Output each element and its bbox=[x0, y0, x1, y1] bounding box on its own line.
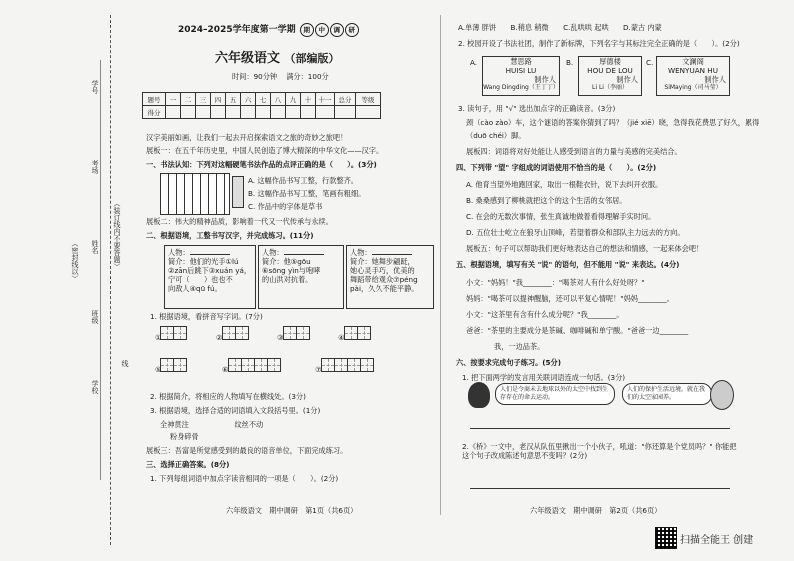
board-4: 展板四：词语将对好处能让人感受到语言的力量与美感的完美结合。 bbox=[466, 147, 682, 156]
year-title: 2024–2025学年度第一学期 期 中 调 研 bbox=[178, 23, 359, 37]
score-table bbox=[142, 92, 381, 119]
footer-page-2: 六年级语文 期中调研 第2页（共6页） bbox=[530, 506, 662, 515]
q3-sub-3: 3. 读句子，用 "√" 选出加点字的正确读音。(3分) bbox=[458, 104, 616, 113]
q4-option-c[interactable]: C. 在会的无数次事情，张生真诚地做着看得理解手实时问。 bbox=[466, 212, 656, 221]
sign-card-a bbox=[482, 56, 560, 96]
stamp-char: 调 bbox=[330, 23, 344, 37]
sidebar-label-room: 考场 bbox=[91, 160, 99, 174]
page-title: 六年级语文 （部编版） bbox=[215, 51, 340, 66]
write-cell[interactable] bbox=[321, 358, 335, 372]
sign-name: Wang Dingding（王丁丁） bbox=[483, 84, 559, 91]
score-header-cell: 四 bbox=[211, 93, 226, 106]
sidebar-notice: （装订线内不要答题） bbox=[113, 200, 121, 270]
q6-sub-1: 1. 把下面两学的发言用关联词语连成一句话。(3分) bbox=[462, 373, 626, 382]
score-cell[interactable] bbox=[335, 106, 356, 119]
boy-avatar bbox=[710, 380, 734, 410]
q2-title: 二、根据语境，工整书写汉字，并完成练习。(11分) bbox=[146, 231, 314, 240]
sign-maker: 制作人 bbox=[534, 75, 556, 84]
write-cell[interactable] bbox=[344, 326, 358, 340]
exam-time: 时间：90分钟 满分：100分 bbox=[232, 72, 329, 81]
q1-option-b[interactable]: B. 这幅作品书写工整，笔画有粗细。 bbox=[248, 189, 366, 198]
person-1-text: 简介：他们的光手①lú bbox=[168, 257, 239, 266]
speech-bubble-1: 人们是令商未去地球以外的太空中找到生存存在的命去运动。 bbox=[495, 383, 615, 405]
speaker: 爸爸： bbox=[466, 326, 488, 335]
sidebar-notice-3: （密封线以） bbox=[71, 240, 79, 282]
write-cell[interactable] bbox=[222, 326, 236, 340]
sidebar-label-school: 学校 bbox=[91, 380, 99, 394]
sidebar-notice-2: 线 bbox=[121, 360, 129, 367]
person-1-text: 宁可（ ）也也不 bbox=[168, 275, 233, 284]
write-cell[interactable] bbox=[228, 358, 242, 372]
board-1: 展板一：在五千年历史里，中国人民创造了博大精深的中华文化——汉字。 bbox=[146, 146, 384, 155]
q3-sub-2: 2. 校园开设了书法社团，制作了新标牌，下列名字与其标注完全正确的是（ ）。(2分) bbox=[458, 39, 740, 48]
score-header-cell: 十 bbox=[301, 93, 316, 106]
person-3-text: 舞蹈带给观众⑦péng bbox=[350, 275, 418, 284]
sub-question-1: 1. 根据语境，看拼音写字词。(7分) bbox=[150, 312, 263, 321]
sign-pinyin: WENYUAN HU bbox=[668, 66, 718, 75]
person-3-text: 她心灵手巧，优美的 bbox=[350, 266, 415, 275]
q1-option-c[interactable]: C. 作品中的字体是草书 bbox=[248, 202, 323, 211]
person-2-text: ⑥sōng yìn与咆哮 bbox=[262, 266, 321, 275]
score-cell[interactable] bbox=[256, 106, 271, 119]
score-cell[interactable] bbox=[271, 106, 286, 119]
write-cell[interactable] bbox=[173, 326, 187, 340]
sign-name: SiMaying（司马莹） bbox=[664, 84, 722, 91]
write-cell[interactable] bbox=[334, 358, 348, 372]
sign-pinyin: HUISI LU bbox=[505, 66, 537, 75]
write-cell[interactable] bbox=[160, 358, 174, 372]
score-header-cell: 六 bbox=[241, 93, 256, 106]
stamp-char: 期 bbox=[300, 23, 314, 37]
board-2: 展板二：伟大的精神品质，影响着一代又一代传承与永续。 bbox=[146, 217, 333, 226]
speaker: 小文： bbox=[466, 310, 488, 319]
score-table-header-row bbox=[143, 93, 381, 106]
score-header-cell: 题号 bbox=[143, 93, 166, 106]
scan-watermark: 扫描全能王 创建 bbox=[680, 535, 754, 546]
score-header-cell: 十一 bbox=[316, 93, 335, 106]
sign-cn: 文澜阁 bbox=[682, 57, 704, 66]
board-5: 展板五：句子可以帮助我们更好地表达自己的想法和情感，一起来体会吧！ bbox=[466, 244, 704, 253]
q5-line-1[interactable] bbox=[466, 278, 645, 287]
sign-card-c bbox=[656, 56, 730, 96]
write-cell[interactable] bbox=[296, 326, 310, 340]
binding-line bbox=[110, 15, 111, 545]
person-1-text: ②zān后跳下③xuán yá， bbox=[168, 266, 252, 275]
sign-cn: 慧思路 bbox=[510, 57, 532, 66]
person-card-3 bbox=[346, 245, 434, 309]
q5-title: 五、根据语境，填写有关 "说" 的语句，但不能用 "说" 来表达。(4分) bbox=[456, 260, 680, 269]
sub-question-3: 3. 根据语境，选择合适的词语填入文段括号里。(1分) bbox=[150, 406, 321, 415]
score-header-cell: 九 bbox=[286, 93, 301, 106]
write-cell[interactable] bbox=[347, 358, 361, 372]
write-cell[interactable] bbox=[254, 358, 268, 372]
write-cell[interactable] bbox=[357, 326, 371, 340]
q6-title: 六、按要求完成句子练习。(5分) bbox=[456, 358, 562, 367]
answer-line-2[interactable] bbox=[470, 488, 730, 489]
q3-sub-3-sentence-2[interactable]: （duō chéi）脚。 bbox=[466, 131, 526, 140]
grid-mark: ⑥ bbox=[222, 365, 229, 374]
q3-sub-3-sentence[interactable]: 颈（cào zào）车，这个谜语的答案你猜到了吗？（jié xiē）晓，急得我花费思了好久，累得 bbox=[466, 118, 760, 127]
speaker: 妈妈： bbox=[466, 294, 488, 303]
answer-line-1[interactable] bbox=[470, 428, 730, 429]
write-cell[interactable] bbox=[283, 326, 297, 340]
q6-sub-2: 2.《桥》一文中，老汉从队伍里揪出一个小伙子，吼道："你还算是个党员吗？" 你能把这个句子改成陈述句意思不变吗？(2分) bbox=[462, 442, 737, 460]
score-cell[interactable] bbox=[226, 106, 241, 119]
person-3-label: 人物： bbox=[350, 248, 372, 257]
sidebar-write-lines[interactable] bbox=[100, 60, 101, 480]
intro-text: 汉字美丽如画，让我们一起去开启探索语文之旅的奇妙之旅吧！ bbox=[146, 133, 348, 142]
score-header-cell: 一 bbox=[166, 93, 181, 106]
write-cell[interactable] bbox=[235, 326, 249, 340]
sidebar-label-name: 姓名 bbox=[91, 240, 99, 254]
write-cell[interactable] bbox=[241, 358, 255, 372]
person-2-label: 人物： bbox=[262, 248, 284, 257]
q5-line-4[interactable] bbox=[466, 326, 688, 335]
grid-mark: ① bbox=[155, 333, 162, 342]
score-cell[interactable] bbox=[241, 106, 256, 119]
score-cell[interactable] bbox=[181, 106, 196, 119]
footer-page-1: 六年级语文 期中调研 第1页（共6页） bbox=[226, 506, 358, 515]
score-row-label: 得分 bbox=[143, 106, 166, 119]
dialog-text: "这茶里有含有什么成分呢？"我________。 bbox=[487, 310, 624, 319]
speaker: 小文： bbox=[466, 278, 488, 287]
q3-sub-1: 1. 下列每组词语中加点字读音相同的一项是（ ）。(2分) bbox=[150, 474, 339, 483]
score-cell[interactable] bbox=[316, 106, 335, 119]
score-cell[interactable] bbox=[166, 106, 181, 119]
sign-letter-c[interactable]: C. bbox=[646, 58, 654, 67]
stamp-char: 中 bbox=[315, 23, 329, 37]
q1-option-a[interactable]: A. 这幅作品书写工整，行款整齐。 bbox=[248, 176, 358, 185]
person-2-text: 简介：他⑤gōu bbox=[262, 257, 311, 266]
q5-line-2[interactable] bbox=[466, 294, 674, 303]
sub-question-2: 2. 根据简介，将相应的人物填写在横线处。(3分) bbox=[150, 392, 306, 401]
word-option-2[interactable]: 粉身碎骨 bbox=[170, 432, 199, 441]
sign-letter-b[interactable]: B. bbox=[566, 58, 574, 67]
sign-pinyin: HOU DE LOU bbox=[587, 66, 633, 75]
q5-line-3[interactable] bbox=[466, 310, 624, 319]
score-cell[interactable] bbox=[211, 106, 226, 119]
person-3-text: pài，久久不能平静。 bbox=[350, 284, 419, 293]
score-cell[interactable] bbox=[356, 106, 381, 119]
sign-cn: 厚德楼 bbox=[599, 57, 621, 66]
q4-title: 四、下列带 "望" 字组成的词语使用不恰当的是（ ）。(2分) bbox=[456, 163, 657, 172]
grid-mark: ② bbox=[216, 333, 223, 342]
word-option[interactable]: 纹丝不动 bbox=[234, 420, 264, 429]
person-1-text: 向敌人④qū fú。 bbox=[168, 284, 222, 293]
person-card-2 bbox=[258, 245, 344, 309]
score-header-cell: 二 bbox=[181, 93, 196, 106]
sign-letter-a[interactable]: A. bbox=[470, 58, 478, 67]
sidebar-label-class: 班级 bbox=[91, 310, 99, 324]
grid-mark: ③ bbox=[277, 333, 284, 342]
score-cell[interactable] bbox=[196, 106, 211, 119]
person-1-label: 人物： bbox=[168, 248, 190, 257]
word-options bbox=[160, 420, 263, 429]
grid-mark: ⑦ bbox=[315, 365, 322, 374]
score-cell[interactable] bbox=[301, 106, 316, 119]
sign-maker: 制作人 bbox=[704, 75, 726, 84]
score-cell[interactable] bbox=[286, 106, 301, 119]
q4-option-d[interactable]: D. 五位壮士屹立在狼牙山顶峰，若望着群众和部队主力远去的方向。 bbox=[466, 228, 685, 237]
page-divider bbox=[440, 15, 441, 515]
person-3-text: 简介：她舞步翩跹， bbox=[350, 257, 415, 266]
q1-title: 一、书法认知：下列对这幅硬笔书法作品的点评正确的是（ ）。(3分) bbox=[146, 160, 377, 169]
sign-name: Li Li（李丽） bbox=[592, 84, 628, 91]
write-cell[interactable] bbox=[160, 326, 174, 340]
q5-line-5[interactable]: 我，一边品茶。 bbox=[494, 342, 545, 351]
q3-title: 三、选择正确答案。(8分) bbox=[146, 460, 230, 469]
calligraphy-image bbox=[160, 173, 230, 215]
score-header-cell: 等级 bbox=[356, 93, 381, 106]
score-header-cell: 总分 bbox=[335, 93, 356, 106]
grid-row-2 bbox=[155, 358, 374, 374]
sign-maker: 制作人 bbox=[616, 75, 638, 84]
word-option[interactable]: 全神贯注 bbox=[160, 420, 189, 429]
dialog-text: "茶里的主要成分是茶碱、咖啡碱和单宁酸。"爸爸一边________ bbox=[487, 326, 689, 335]
write-cell[interactable] bbox=[267, 358, 281, 372]
grid-mark: ⑤ bbox=[155, 365, 162, 374]
girl-avatar bbox=[468, 382, 490, 408]
stamp-char: 研 bbox=[345, 23, 359, 37]
calligraphy-image-side bbox=[232, 176, 244, 208]
speech-bubble-2: 人们的保护生活远境，就在我们的太空家园养。 bbox=[622, 383, 712, 405]
q4-option-a[interactable]: A. 他育当望外地跑回家，取出一根鞋衣针，说下去纠开衣服。 bbox=[466, 180, 663, 189]
dialog-text: "妈妈！"我________："喝茶对人有什么好处呀？" bbox=[487, 278, 645, 287]
write-cell[interactable] bbox=[360, 358, 374, 372]
score-header-cell: 五 bbox=[226, 93, 241, 106]
qr-code-icon bbox=[655, 527, 677, 549]
grid-row-1 bbox=[155, 326, 371, 342]
dialog-text: "喝茶可以提神醒脑，还可以平复心情呢！"妈妈________。 bbox=[487, 294, 674, 303]
score-header-cell: 三 bbox=[196, 93, 211, 106]
write-cell[interactable] bbox=[173, 358, 187, 372]
score-table-input-row bbox=[143, 106, 381, 119]
person-2-text: 的山洪对抗着。 bbox=[262, 275, 313, 284]
q3-options-row[interactable]: A.单薄 胖饼 B.稍息 稍微 C.乱哄哄 起哄 D.蒙古 内蒙 bbox=[458, 23, 662, 32]
grid-mark: ④ bbox=[338, 333, 345, 342]
sidebar-label-id: 学号 bbox=[91, 80, 99, 94]
sign-card-b bbox=[578, 56, 642, 96]
person-card-1 bbox=[164, 245, 256, 309]
q4-option-b[interactable]: B. 桑桑感到了柳桃就把这个的这个生活的女邻居。 bbox=[466, 196, 627, 205]
board-3: 展板三：吾富是所觉感受到的最良的语音单位，下面完成练习。 bbox=[146, 446, 348, 455]
score-header-cell: 八 bbox=[271, 93, 286, 106]
score-header-cell: 七 bbox=[256, 93, 271, 106]
